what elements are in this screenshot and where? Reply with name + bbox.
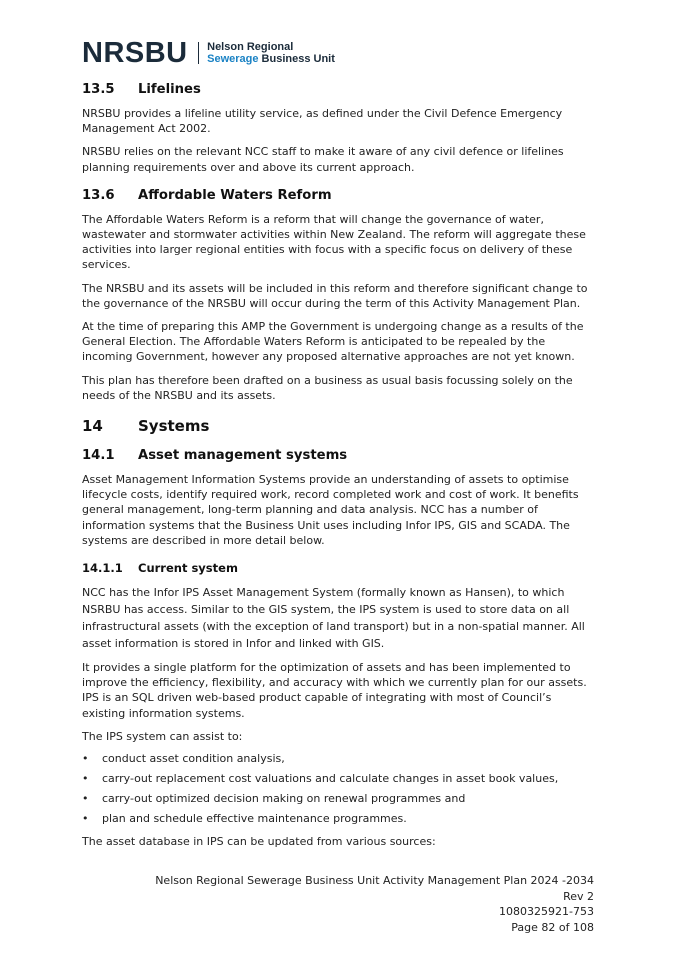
paragraph: NRSBU provides a lifeline utility service, as defined under the Civil Defence Emergency Management Act 2002. xyxy=(82,107,563,136)
logo-line-2 xyxy=(207,53,335,66)
list-item xyxy=(82,791,598,806)
logo-sewerage: Sewerage xyxy=(207,53,259,65)
paragraph: NRSBU relies on the relevant NCC staff to make it aware of any civil defence or lifelines planning requirements over and above its current approach. xyxy=(82,145,564,174)
heading-title: Systems xyxy=(138,417,210,436)
list-item xyxy=(82,751,598,766)
paragraph: This plan has therefore been drafted on a business as usual basis focussing solely on the needs of the NRSBU and its assets. xyxy=(82,373,573,402)
logo-divider xyxy=(198,42,200,64)
heading-number: 13.6 xyxy=(82,187,115,203)
bullet-icon: • xyxy=(82,812,89,826)
paragraph: The asset database in IPS can be updated from various sources: xyxy=(82,835,436,849)
heading-title: Lifelines xyxy=(138,82,201,97)
logo-mark: NRSBU xyxy=(82,37,188,69)
heading-14-1 xyxy=(82,448,598,463)
heading-title: Current system xyxy=(138,561,238,576)
footer-page-number: Page 82 of 108 xyxy=(511,920,594,934)
heading-number: 13.5 xyxy=(82,82,115,97)
paragraph: It provides a single platform for the optimization of assets and has been implemented to improve the efficiency, flexibility, and accuracy with which we currently plan for our assets. IPS is an SQL driven web-based product capable of integrating with most of Council’s existing information systems. xyxy=(82,661,587,720)
nrsbu-logo xyxy=(82,38,335,68)
list-item xyxy=(82,811,598,826)
heading-number: 14.1.1 xyxy=(82,561,123,576)
heading-14 xyxy=(82,417,598,435)
footer-doc-id: 1080325921-753 xyxy=(499,905,594,918)
paragraph: NCC has the Infor IPS Asset Management System (formally known as Hansen), to which NSRBU has access. Similar to the GIS system, the IPS system is used to store data on all infrastructural assets (with the exception of land transport) but in a non-spatial manner. All asset information is stored in Infor and linked with GIS. xyxy=(82,586,585,651)
heading-number: 14.1 xyxy=(82,448,115,464)
heading-13-5 xyxy=(82,82,598,97)
heading-title: Asset management systems xyxy=(138,448,348,464)
paragraph: The IPS system can assist to: xyxy=(82,729,243,743)
paragraph: Asset Management Information Systems provide an understanding of assets to optimise lifecycle costs, identify required work, record completed work and cost of work. It benefits general management, long-term planning and data analysis. NCC has a number of information systems that the Business Unit uses including Infor IPS, GIS and SCADA. The systems are described in more detail below. xyxy=(82,473,579,547)
list-item xyxy=(82,771,598,786)
logo-text xyxy=(207,41,335,66)
list-item-text: carry-out replacement cost valuations and calculate changes in asset book values, xyxy=(102,772,559,786)
heading-number: 14 xyxy=(82,417,103,436)
logo-line-1: Nelson Regional xyxy=(207,40,294,53)
paragraph: The Affordable Waters Reform is a reform that will change the governance of water, wastewater and stormwater activities within New Zealand. The reform will aggregate these activities into larger regional entities with focus with a specific focus on delivery of these services. xyxy=(82,212,586,272)
list-item-text: plan and schedule effective maintenance programmes. xyxy=(102,812,407,826)
bullet-icon: • xyxy=(82,792,89,806)
list-item-text: conduct asset condition analysis, xyxy=(102,752,285,766)
list-item-text: carry-out optimized decision making on renewal programmes and xyxy=(102,792,466,806)
page-content xyxy=(82,82,598,849)
heading-title: Affordable Waters Reform xyxy=(138,187,332,203)
footer-revision: Rev 2 xyxy=(563,889,594,903)
paragraph: At the time of preparing this AMP the Government is undergoing change as a results of the General Election. The Affordable Waters Reform is anticipated to be repealed by the incoming Government, however any proposed alternative approaches are not yet known. xyxy=(82,320,584,364)
paragraph: The NRSBU and its assets will be included in this reform and therefore significant change to the governance of the NRSBU will occur during the term of this Activity Management Plan. xyxy=(82,281,588,310)
bullet-list xyxy=(82,751,598,826)
footer-doc-title: Nelson Regional Sewerage Business Unit Activity Management Plan 2024 -2034 xyxy=(155,874,594,887)
bullet-icon: • xyxy=(82,752,89,766)
bullet-icon: • xyxy=(82,772,89,786)
page-footer xyxy=(155,873,594,935)
heading-14-1-1 xyxy=(82,561,598,575)
heading-13-6 xyxy=(82,188,598,203)
logo-business-unit: Business Unit xyxy=(258,53,335,65)
